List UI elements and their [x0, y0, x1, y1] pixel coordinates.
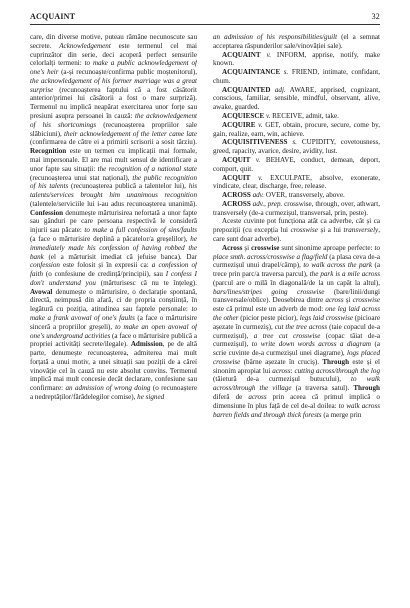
dictionary-entry: ACQUIRE v. GET, obtain, procure, secure, come by, gain, realize, earn, win, achieve. — [213, 120, 380, 138]
right-column — [213, 33, 380, 593]
dictionary-entry: ACROSS adv. OVER, transversely, above. — [222, 191, 345, 200]
usage-note: Across și crosswise sunt sinonime aproape perfecte: to place smth. across/crosswise a flag/field (a plasa ceva de-a curmezișul unui drapel/câmp), to walk across the park (a trece prin parc/a traversa parcul), the park is a mile across (parcul are o milă în diagonală/de la un capăt la altul), bars/lines/stripes going crosswise (bare/linii/dungi transversale/oblice). Deosebirea dintre across și crosswise este că primul este un adverb de mod: one leg laid across the other (picior peste picior), legs laid crosswise (picioare așezate în curmeziș), cut the tree across (taie copacul de-a curmezișul), a tree cut crosswise (copac tăiat de-a curmezișul), to write down words across a diagram (a scrie cuvinte de-a curmezișul unei diagrame), logs placed crosswise (bârne așezate în cruciș). Through este și el sinonim apropiat lui across: cutting across/through the log (tăietură de-a curmezișul butucului), to walk across/through the village (a traversa satul). Through diferă de across prin aceea că primul implică o dimensiune în plus față de cel de-al doilea: to walk across barren fields and through thick forests (a merge prin — [213, 243, 380, 419]
dictionary-entry: ACQUIT v. EXCULPATE, absolve, exonerate, vindicate, clear, discharge, free, release. — [213, 173, 380, 191]
dictionary-entry: ACQUIESCE v. RECEIVE, admit, take. — [222, 112, 339, 121]
usage-note: Aceste cuvinte pot funcționa atât ca adverbe, cât și ca prepoziții (cu excepția lui crosswise și a lui transversely, care sunt doar adverbe). — [213, 217, 380, 243]
intro-continuation: an admission of his responsibilities/guilt (el a semnat acceptarea răspunderilor sale/vinovăției sale). — [213, 33, 380, 50]
dictionary-entry: ACQUAINTANCE s. FRIEND, intimate, confidant, chum. — [213, 68, 380, 85]
running-head: ACQUAINT — [30, 12, 76, 21]
page-number: 32 — [371, 12, 380, 21]
dictionary-entry: ACQUIT v. BEHAVE, conduct, demean, deport, comport, quit. — [213, 155, 380, 173]
left-column — [30, 33, 197, 593]
dictionary-entry: ACQUAINTED adj. AWARE, apprised, cognizant, conscious, familiar, sensible, mindful, observant, alive, awake, guarded. — [213, 85, 380, 112]
dictionary-entry: ACQUAINT v. INFORM, apprise, notify, make known. — [213, 50, 380, 68]
header-rule — [30, 24, 380, 25]
dictionary-entry: ACQUISITIVENESS s. CUPIDITY, covetousness, greed, rapacity, avarice, desire, avidity, lust. — [213, 138, 380, 156]
dictionary-entry: ACROSS adv., prep. crosswise, through, over, athwart, transversely (de-a curmezișul, transversal, prin, peste). — [213, 199, 380, 217]
acknowledgement-paragraph: care, din diverse motive, puteau rămâne necunoscute sau secrete. Acknowledgement este termenul cel mai cuprinzător din serie, deci acoperă perfect sensurile celorlalți termeni: to make a public acknowledgement of one's heir (a-și recunoaște/confirma public moștenitorul), the acknowledgement of his former marriage was a great surprise (recunoașterea faptului că a fost căsătorit anterior/primei lui căsătorii a fost o mare surpriză). Termenul nu implică neapărat exercitarea unor forțe sau presiuni asupra persoanei în cauză: the acknowledgement of his shortcomings (recunoașterea propriilor sale slăbiciuni), their acknowledgement of the letter came late (confirmarea de către ei a primirii scrisorii a sosit târziu). Recognition este un termen cu implicații mai formale, mai impersonale. El are mai mult sensul de identificare a unor fapte sau situații: the recognition of a national state (recunoașterea unui stat național), the public recognition of his talents (recunoașterea publică a talentelor lui), his talents/services brought him unanimous recognition (talentele/serviciile lui i-au adus recunoașterea unanimă). Confession denumește mărturisirea nefortată a unor fapte sau gânduri pe care persoana respectivă le consideră injurii sau păcate: to make a full confession of sins/faults (a face o mărturisire deplină a păcatelor/a greșelilor), he immediately made his confession of having robbed the bank (el a mărturisit imediat că jefuise banca). Dar confession este folosit și în expresii ca: a confession of faith (o confesiune de credință/principii), sau I confess I don't understand you (mărturisesc că nu te înțeleg). Avowal denumește o mărturisire, o declarație spontană, directă, neimpusă din afară, ci de propria conștiință, în legătură cu poziția, atitudinea sau faptele personale: to make a frank avowal of one's faults (a face o mărturisire sinceră a propriilor greșeli), to make an open avowal of one's underground activities (a face o mărturisire publică a propriei activități secrete/ilegale). Admission, pe de altă parte, denumește recunoașterea, admiterea mai mult forțată a unui motiv, a unei situații sau poziții de a căreí vinovăție cel în cauză nu este absolut convins. Termenul implică mai mult concesie decât declarare, confesiune sau confirmare: an admission of wrong doing (o recunoaștere a nedreptăților/fărădelegilor comise), he signed — [30, 33, 197, 402]
page-header — [30, 12, 380, 24]
